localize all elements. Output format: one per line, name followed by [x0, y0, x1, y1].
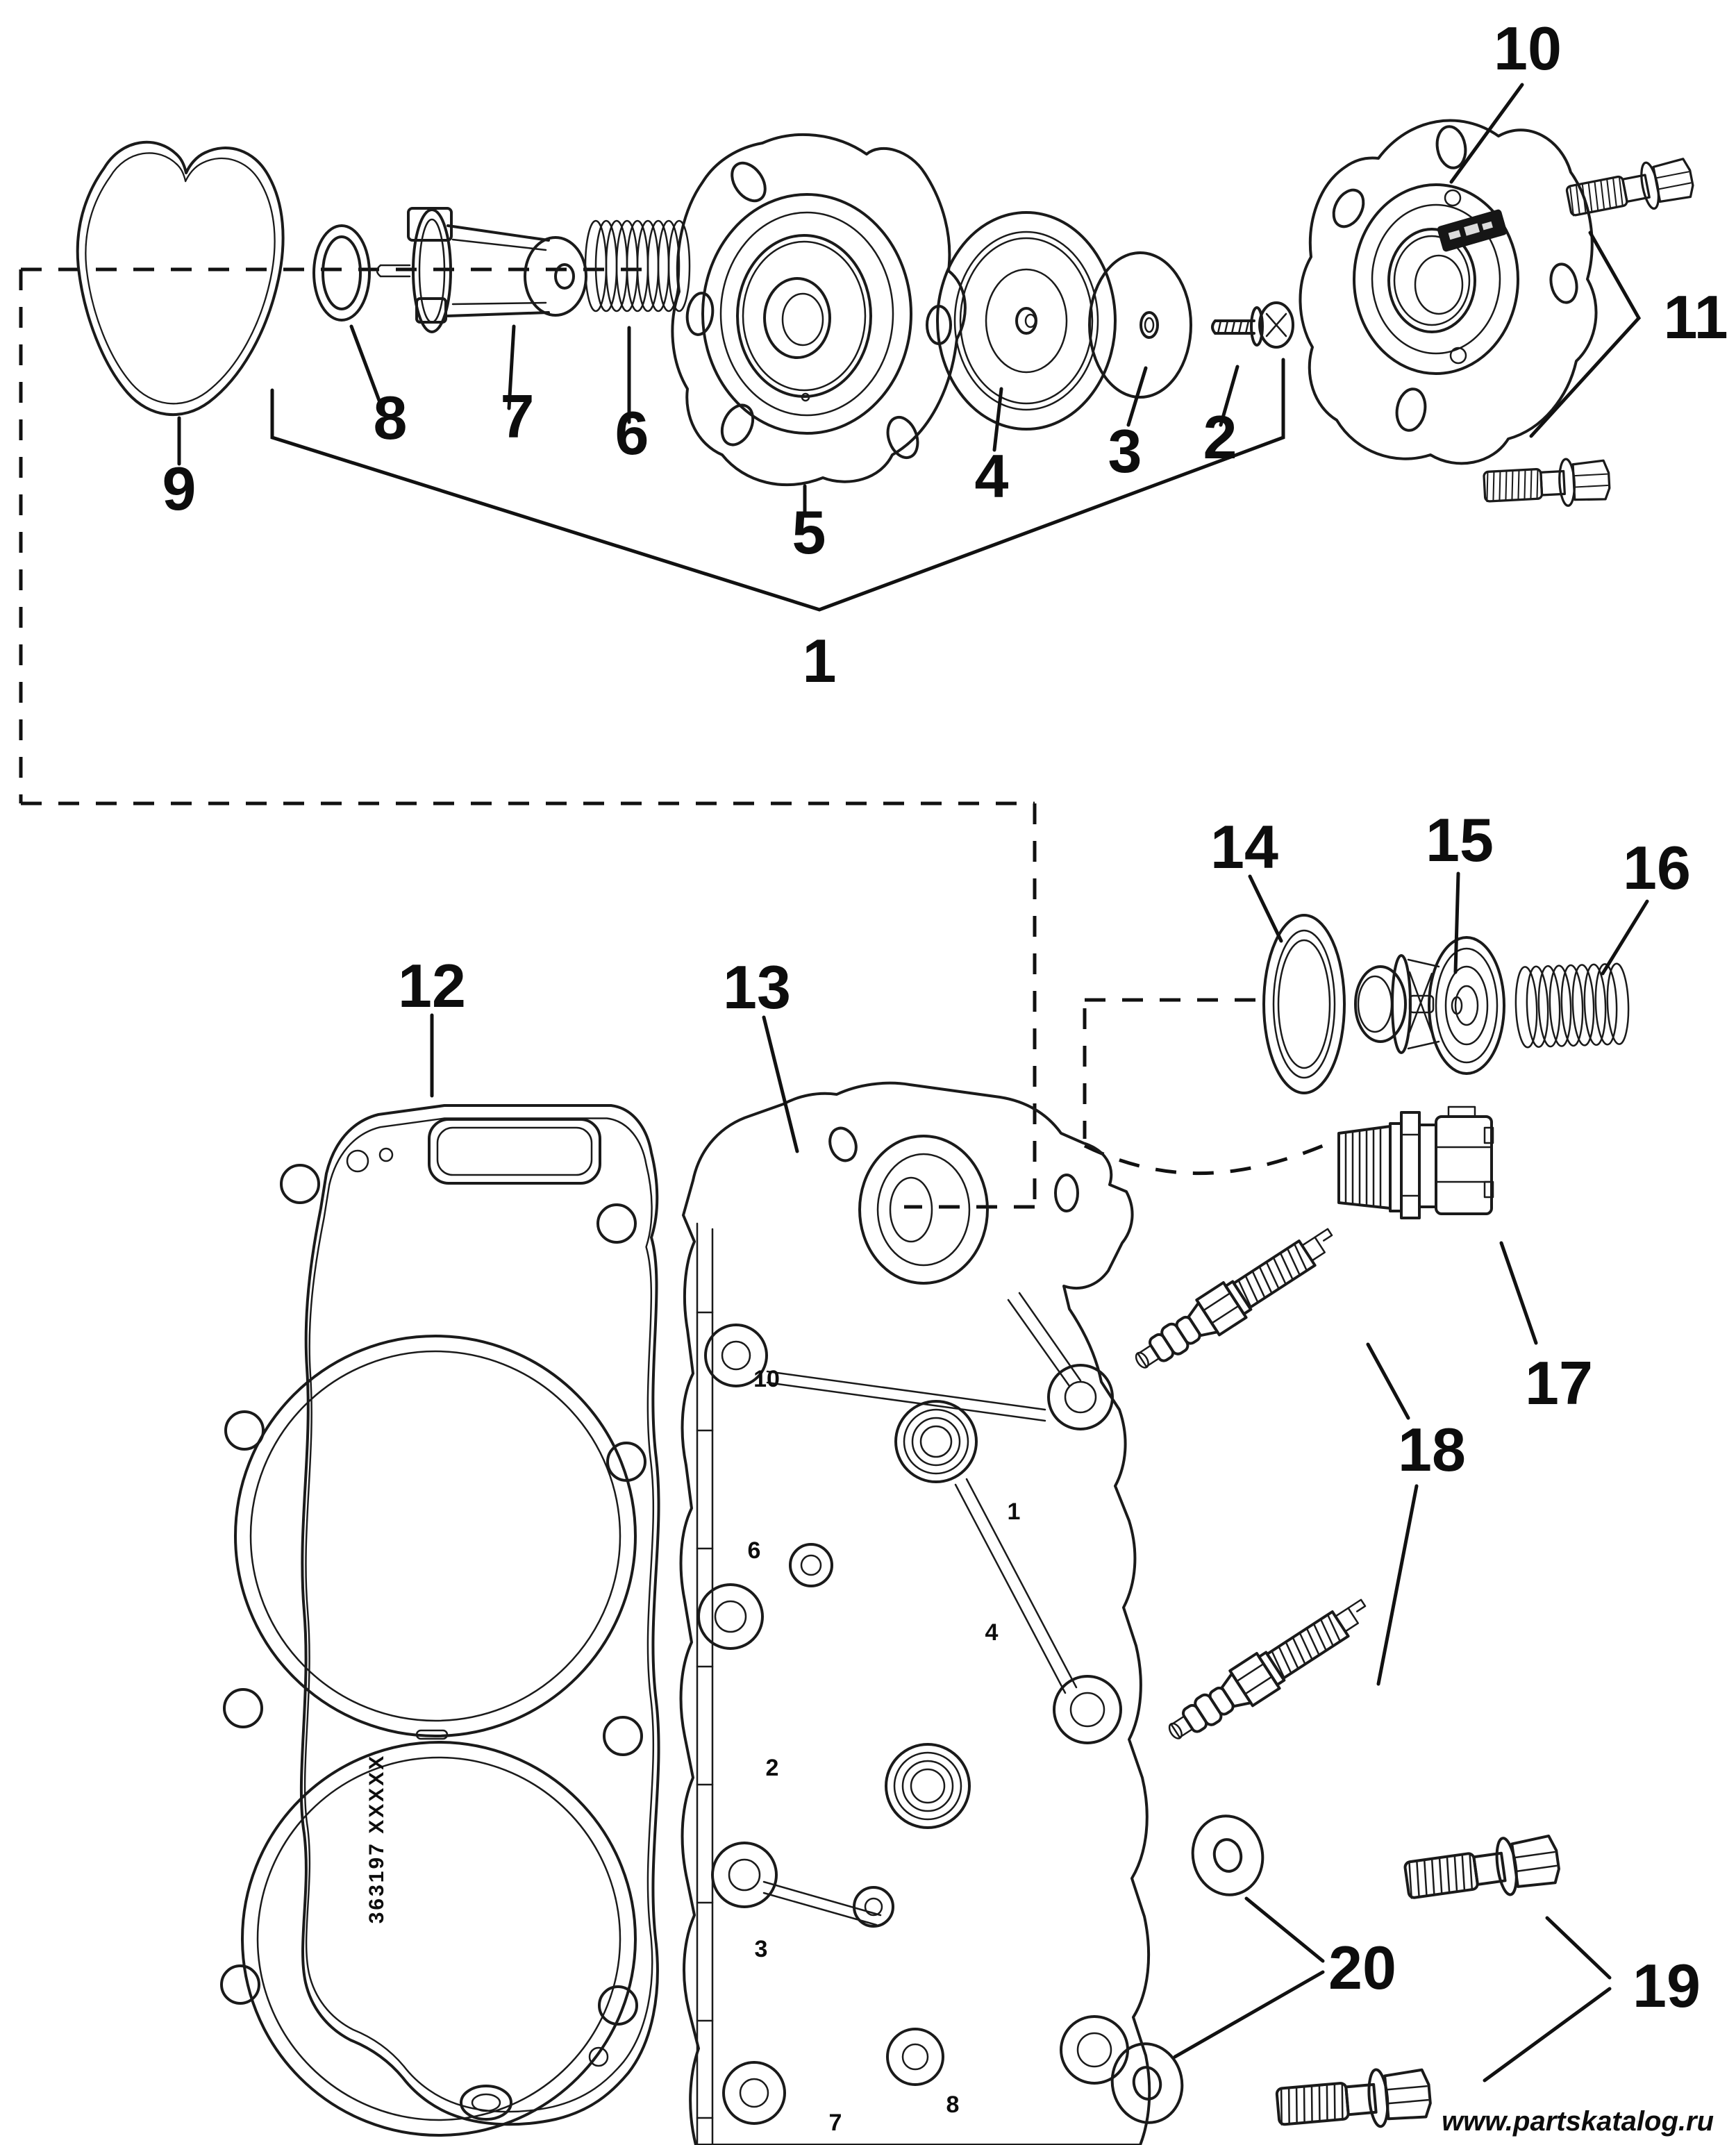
callout-5: 5: [792, 498, 826, 567]
callout-16: 16: [1623, 833, 1691, 902]
callout-11: 11: [1663, 283, 1728, 351]
spark-plug-lower: [1160, 1590, 1378, 1751]
callout-9: 9: [162, 454, 197, 523]
head-cast-number: 1: [1007, 1499, 1021, 1525]
callout-20: 20: [1328, 1933, 1396, 2002]
callout-18: 18: [1398, 1415, 1466, 1484]
callout-4: 4: [974, 442, 1009, 510]
head-cast-number: 6: [747, 1537, 761, 1564]
temperature-sensor: [1339, 1107, 1493, 1218]
callout-2: 2: [1203, 403, 1237, 471]
callout-8: 8: [373, 383, 408, 452]
thermostat: [1355, 937, 1504, 1074]
thermostat-spring: [1514, 963, 1630, 1048]
gasket-part-number: 363197 XXXXX: [365, 1753, 388, 1924]
water-jacket-gasket: [78, 142, 283, 415]
callout-19: 19: [1633, 1951, 1701, 2020]
callout-15: 15: [1426, 806, 1494, 874]
screw: [1212, 303, 1293, 347]
callout-1: 1: [802, 626, 837, 695]
head-bolt-washer-upper: [1185, 1810, 1270, 1901]
callout-14: 14: [1210, 812, 1278, 881]
head-cast-number: 4: [985, 1619, 999, 1646]
callout-10: 10: [1494, 14, 1562, 83]
head-cast-number: 8: [946, 2092, 960, 2118]
cylinder-head: [681, 1083, 1150, 2145]
watermark: www.partskatalog.ru: [1442, 2106, 1714, 2137]
o-ring: [314, 226, 369, 320]
callout-13: 13: [723, 953, 791, 1021]
callout-7: 7: [500, 382, 535, 451]
head-cast-number: 10: [753, 1366, 780, 1392]
head-cast-number: 3: [754, 1936, 768, 1962]
callout-labels: [162, 14, 1728, 2020]
threaded-bore-lower: [886, 1744, 969, 1828]
head-bolt-upper: [1403, 1831, 1561, 1909]
cover-bolt-lower: [1483, 457, 1610, 510]
head-cast-number: 2: [765, 1755, 779, 1781]
seal-disc: [1090, 253, 1191, 397]
cover-stamp: [1437, 209, 1508, 253]
spark-plug-upper: [1127, 1219, 1344, 1380]
thermostat-gasket: [1264, 915, 1344, 1093]
thermostat-cover: [672, 135, 965, 485]
callout-3: 3: [1108, 417, 1142, 485]
threaded-bore-upper: [896, 1401, 976, 1482]
callout-6: 6: [615, 399, 649, 467]
valve-spring: [585, 221, 690, 311]
head-cast-number: 7: [828, 2110, 842, 2136]
callout-12: 12: [398, 951, 466, 1020]
head-bolt-lower: [1276, 2065, 1432, 2135]
callout-17: 17: [1525, 1349, 1593, 1417]
cover-bolt-upper: [1564, 155, 1696, 224]
cylinder-head-gasket: [222, 1105, 659, 2135]
